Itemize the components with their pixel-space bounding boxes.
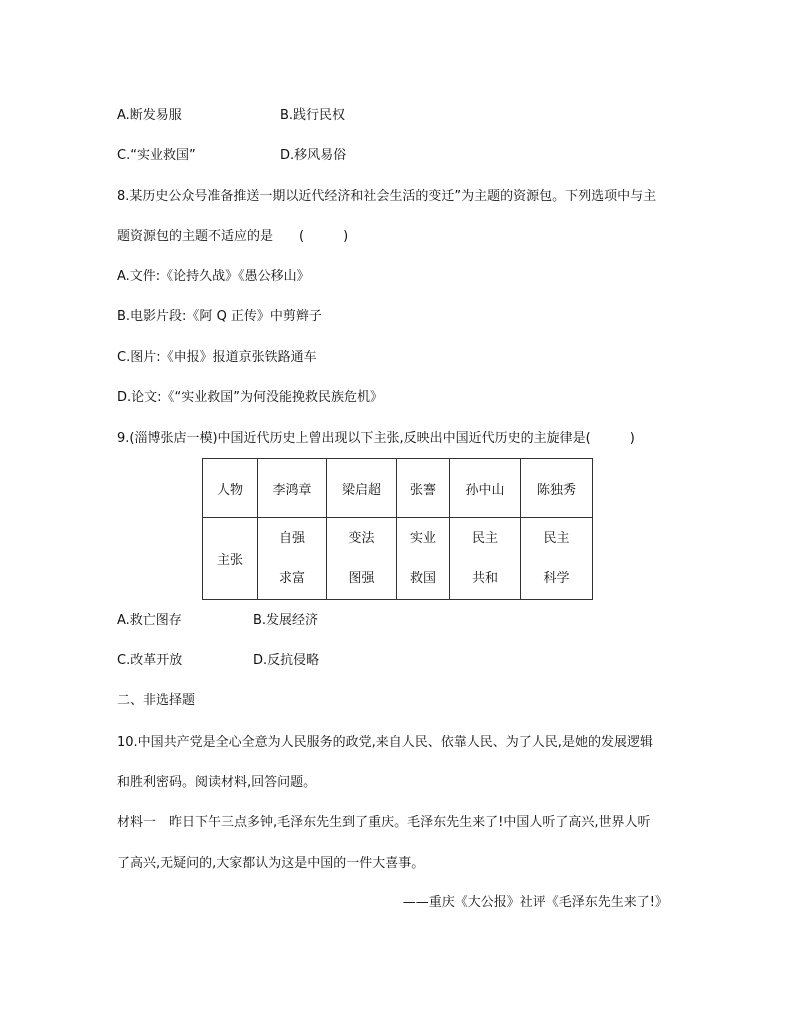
table-cell-person: 梁启超 (327, 459, 397, 518)
table-cell-person: 张謇 (397, 459, 450, 518)
table-row-claims (203, 518, 593, 600)
q10-stem-line2: 和胜利密码。阅读材料,回答问题。 (117, 775, 317, 790)
table-cell-person: 孙中山 (450, 459, 521, 518)
q9-option-c: C.改革开放 (117, 653, 183, 668)
q10-material-line2: 了高兴,无疑问的,大家都认为这是中国的一件大喜事。 (117, 856, 425, 871)
table-cell-claim (521, 518, 593, 600)
q9-option-a: A.救亡图存 (117, 613, 182, 628)
q8-option-b: B.电影片段:《阿 Q 正传》中剪辫子 (117, 309, 322, 324)
claim-line: 民主 (471, 530, 498, 546)
claim-line: 共和 (471, 570, 498, 586)
q10-material-line1: 材料一 昨日下午三点多钟,毛泽东先生到了重庆。毛泽东先生来了!中国人听了高兴,世界人听 (117, 815, 651, 830)
q8-option-a: A.文件:《论持久战》《愚公移山》 (117, 269, 310, 284)
claim-line: 民主 (543, 530, 570, 546)
claim-line: 变法 (348, 530, 375, 546)
claim-line: 救国 (409, 570, 436, 586)
table-cell-claim (397, 518, 450, 600)
q10-stem-line1: 10.中国共产党是全心全意为人民服务的政党,来自人民、依靠人民、为了人民,是她的发展逻辑 (117, 735, 653, 750)
table-row-people (203, 459, 593, 518)
q7-option-b: B.践行民权 (280, 108, 346, 123)
claim-line: 科学 (543, 570, 570, 586)
claim-line: 求富 (278, 570, 305, 586)
claim-line: 自强 (278, 530, 305, 546)
q7-option-a: A.断发易服 (117, 108, 182, 123)
table-cell-person: 陈独秀 (521, 459, 593, 518)
q9-stem: 9.(淄博张店一模)中国近代历史上曾出现以下主张,反映出中国近代历史的主旋律是( ) (117, 431, 635, 446)
q8-option-c: C.图片:《申报》报道京张铁路通车 (117, 350, 317, 365)
table-header-claims: 主张 (203, 518, 258, 600)
claim-line: 实业 (409, 530, 436, 546)
q8-stem-line1: 8.某历史公众号准备推送一期以近代经济和社会生活的变迁”为主题的资源包。下列选项中与主 (117, 189, 657, 204)
claim-line: 图强 (348, 570, 375, 586)
table-cell-claim (450, 518, 521, 600)
table-cell-claim (258, 518, 327, 600)
q7-option-d: D.移风易俗 (280, 148, 347, 163)
q8-stem-line2: 题资源包的主题不适应的是 ( ) (117, 229, 349, 244)
table-cell-person: 李鸿章 (258, 459, 327, 518)
q8-option-d: D.论文:《“实业救国”为何没能挽救民族危机》 (117, 390, 383, 405)
table-cell-claim (327, 518, 397, 600)
q7-option-c: C.“实业救国” (117, 148, 196, 163)
q9-option-d: D.反抗侵略 (253, 653, 320, 668)
q9-option-b: B.发展经济 (253, 613, 319, 628)
table-header-people: 人物 (203, 459, 258, 518)
q10-source: ——重庆《大公报》社评《毛泽东先生来了!》 (402, 895, 668, 910)
section-title: 二、非选择题 (117, 693, 196, 708)
q9-table (202, 458, 593, 600)
